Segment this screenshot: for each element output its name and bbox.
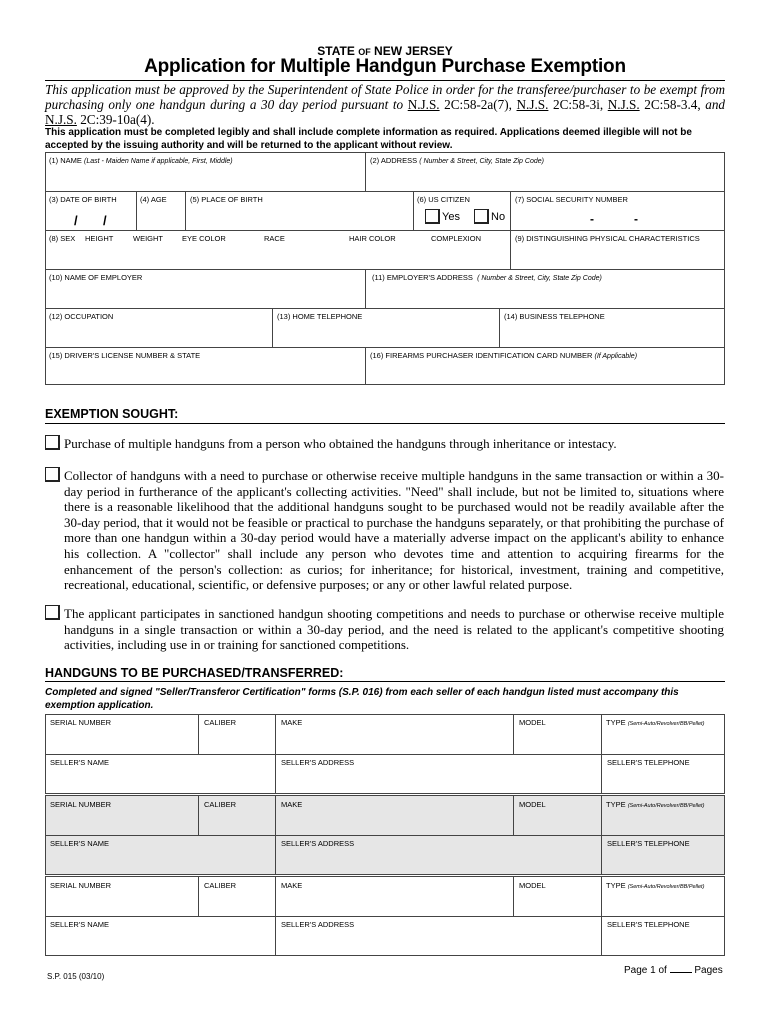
employer-field[interactable]: (10) NAME OF EMPLOYER	[49, 273, 143, 282]
ssn-separator: -	[634, 212, 638, 226]
title-divider	[45, 80, 725, 81]
address-field[interactable]: (2) ADDRESS ( Number & Street, City, State Zip Code)	[370, 156, 544, 165]
ssn-separator: -	[590, 212, 594, 226]
seller-address-field[interactable]: SELLER'S ADDRESS	[281, 758, 355, 767]
handguns-heading: HANDGUNS TO BE PURCHASED/TRANSFERRED:	[45, 666, 344, 680]
employer-address-field[interactable]: (11) EMPLOYER'S ADDRESS ( Number & Street, City, State Zip Code)	[372, 273, 602, 282]
height-label: HEIGHT	[85, 234, 114, 243]
seller-address-field[interactable]: SELLER'S ADDRESS	[281, 839, 355, 848]
exemption-option-competition: The applicant participates in sanctioned handgun shooting competitions and needs to purchase or otherwise receive multiple handguns in a single transaction or within a 30-day period, and the need is related to the applicant's competitive shooting activities, including use in or training for sanctioned competitions.	[64, 606, 724, 653]
caliber-field[interactable]: CALIBER	[204, 718, 237, 727]
exemption-option-collector: Collector of handguns with a need to purchase or otherwise receive multiple handguns in the same transaction or within a 30-day period in furtherance of the applicant's collecting activities. "Need" shall include, but not be limited to, situations where there is a reasonable likelihood that the additional handguns sought to be purchased would not be readily available after the 30-day period, that it would not be feasible or practical to purchase the handguns separately, or that prohibiting the purchase of more than one handgun within a 30-day period would have a materially adverse impact on the applicant's ability to enhance his collection. A "collector" shall include any person who devotes time and attention to acquiring firearms for the enhancement of the person's collection: as curios; for inheritance; for historical, investment, training and competitive, recreational, educational, scientific, or defensive purposes; or any or other lawful related purpose.	[64, 468, 724, 593]
eye-color-label: EYE COLOR	[182, 234, 226, 243]
citizen-no-checkbox[interactable]	[474, 209, 489, 224]
type-field[interactable]: TYPE (Semi-Auto/Revolver/BB/Pellet)	[606, 800, 705, 809]
serial-number-field[interactable]: SERIAL NUMBER	[50, 800, 111, 809]
caliber-field[interactable]: CALIBER	[204, 800, 237, 809]
seller-name-field[interactable]: SELLER'S NAME	[50, 920, 109, 929]
page-title: Application for Multiple Handgun Purchase Exemption	[144, 56, 626, 77]
citizen-no-label: No	[491, 211, 506, 223]
age-label: (4) AGE	[140, 195, 167, 204]
fpic-number-field[interactable]: (16) FIREARMS PURCHASER IDENTIFICATION CARD NUMBER (If Applicable)	[370, 351, 638, 360]
hair-color-label: HAIR COLOR	[349, 234, 396, 243]
home-telephone-field[interactable]: (13) HOME TELEPHONE	[277, 312, 363, 321]
caliber-field[interactable]: CALIBER	[204, 881, 237, 890]
make-field[interactable]: MAKE	[281, 881, 303, 890]
complexion-label: COMPLEXION	[431, 234, 482, 243]
page-count: Page 1 of Pages	[624, 965, 723, 976]
sex-label: (8) SEX	[49, 234, 76, 243]
business-telephone-field[interactable]: (14) BUSINESS TELEPHONE	[504, 312, 605, 321]
seller-name-field[interactable]: SELLER'S NAME	[50, 758, 109, 767]
name-field[interactable]: (1) NAME (Last - Maiden Name if applicable, First, Middle)	[49, 156, 233, 165]
exemption-heading: EXEMPTION SOUGHT:	[45, 407, 179, 421]
race-label: RACE	[264, 234, 285, 243]
us-citizen-label: (6) US CITIZEN	[417, 195, 470, 204]
citizen-yes-checkbox[interactable]	[425, 209, 440, 224]
total-pages-input[interactable]	[670, 963, 692, 973]
dob-separator: /	[103, 213, 107, 228]
exemption-competition-checkbox[interactable]	[45, 605, 60, 620]
model-field[interactable]: MODEL	[519, 718, 546, 727]
exemption-collector-checkbox[interactable]	[45, 467, 60, 482]
type-field[interactable]: TYPE (Semi-Auto/Revolver/BB/Pellet)	[606, 718, 705, 727]
distinguishing-characteristics-label: (9) DISTINGUISHING PHYSICAL CHARACTERISTICS	[515, 234, 700, 243]
place-of-birth-label: (5) PLACE OF BIRTH	[190, 195, 263, 204]
serial-number-field[interactable]: SERIAL NUMBER	[50, 881, 111, 890]
dob-separator: /	[74, 213, 78, 228]
citizen-yes-label: Yes	[442, 211, 460, 223]
seller-telephone-field[interactable]: SELLER'S TELEPHONE	[607, 839, 690, 848]
seller-telephone-field[interactable]: SELLER'S TELEPHONE	[607, 920, 690, 929]
weight-label: WEIGHT	[133, 234, 163, 243]
seller-certification-note: Completed and signed "Seller/Transferor Certification" forms (S.P. 016) from each seller of each handgun listed must accompany this exemption application.	[45, 687, 679, 711]
state-heading: STATE OF NEW JERSEY	[317, 44, 453, 58]
ssn-label: (7) SOCIAL SECURITY NUMBER	[515, 195, 628, 204]
exemption-option-inheritance: Purchase of multiple handguns from a person who obtained the handguns through inheritance or intestacy.	[64, 436, 617, 451]
make-field[interactable]: MAKE	[281, 718, 303, 727]
seller-address-field[interactable]: SELLER'S ADDRESS	[281, 920, 355, 929]
intro-paragraph: This application must be approved by the Superintendent of State Police in order for the transferee/purchaser to be exempt from purchasing only one handgun during a 30 day period pursuant to N.J.S. 2C:58-2a(7), N.J.S. 2C:58-3i, N.J.S. 2C:58-3.4, and N.J.S. 2C:39-10a(4).	[45, 82, 725, 127]
model-field[interactable]: MODEL	[519, 800, 546, 809]
model-field[interactable]: MODEL	[519, 881, 546, 890]
exemption-inheritance-checkbox[interactable]	[45, 435, 60, 450]
seller-telephone-field[interactable]: SELLER'S TELEPHONE	[607, 758, 690, 767]
dob-label: (3) DATE OF BIRTH	[49, 195, 117, 204]
drivers-license-field[interactable]: (15) DRIVER'S LICENSE NUMBER & STATE	[49, 351, 201, 360]
occupation-field[interactable]: (12) OCCUPATION	[49, 312, 114, 321]
form-number: S.P. 015 (03/10)	[47, 972, 105, 981]
seller-name-field[interactable]: SELLER'S NAME	[50, 839, 109, 848]
legibility-notice: This application must be completed legibly and shall include complete information as required. Applications deemed illegible will not be accepted by the issuing authority and will be returned to the applicant without review.	[45, 127, 692, 151]
type-field[interactable]: TYPE (Semi-Auto/Revolver/BB/Pellet)	[606, 881, 705, 890]
make-field[interactable]: MAKE	[281, 800, 303, 809]
serial-number-field[interactable]: SERIAL NUMBER	[50, 718, 111, 727]
